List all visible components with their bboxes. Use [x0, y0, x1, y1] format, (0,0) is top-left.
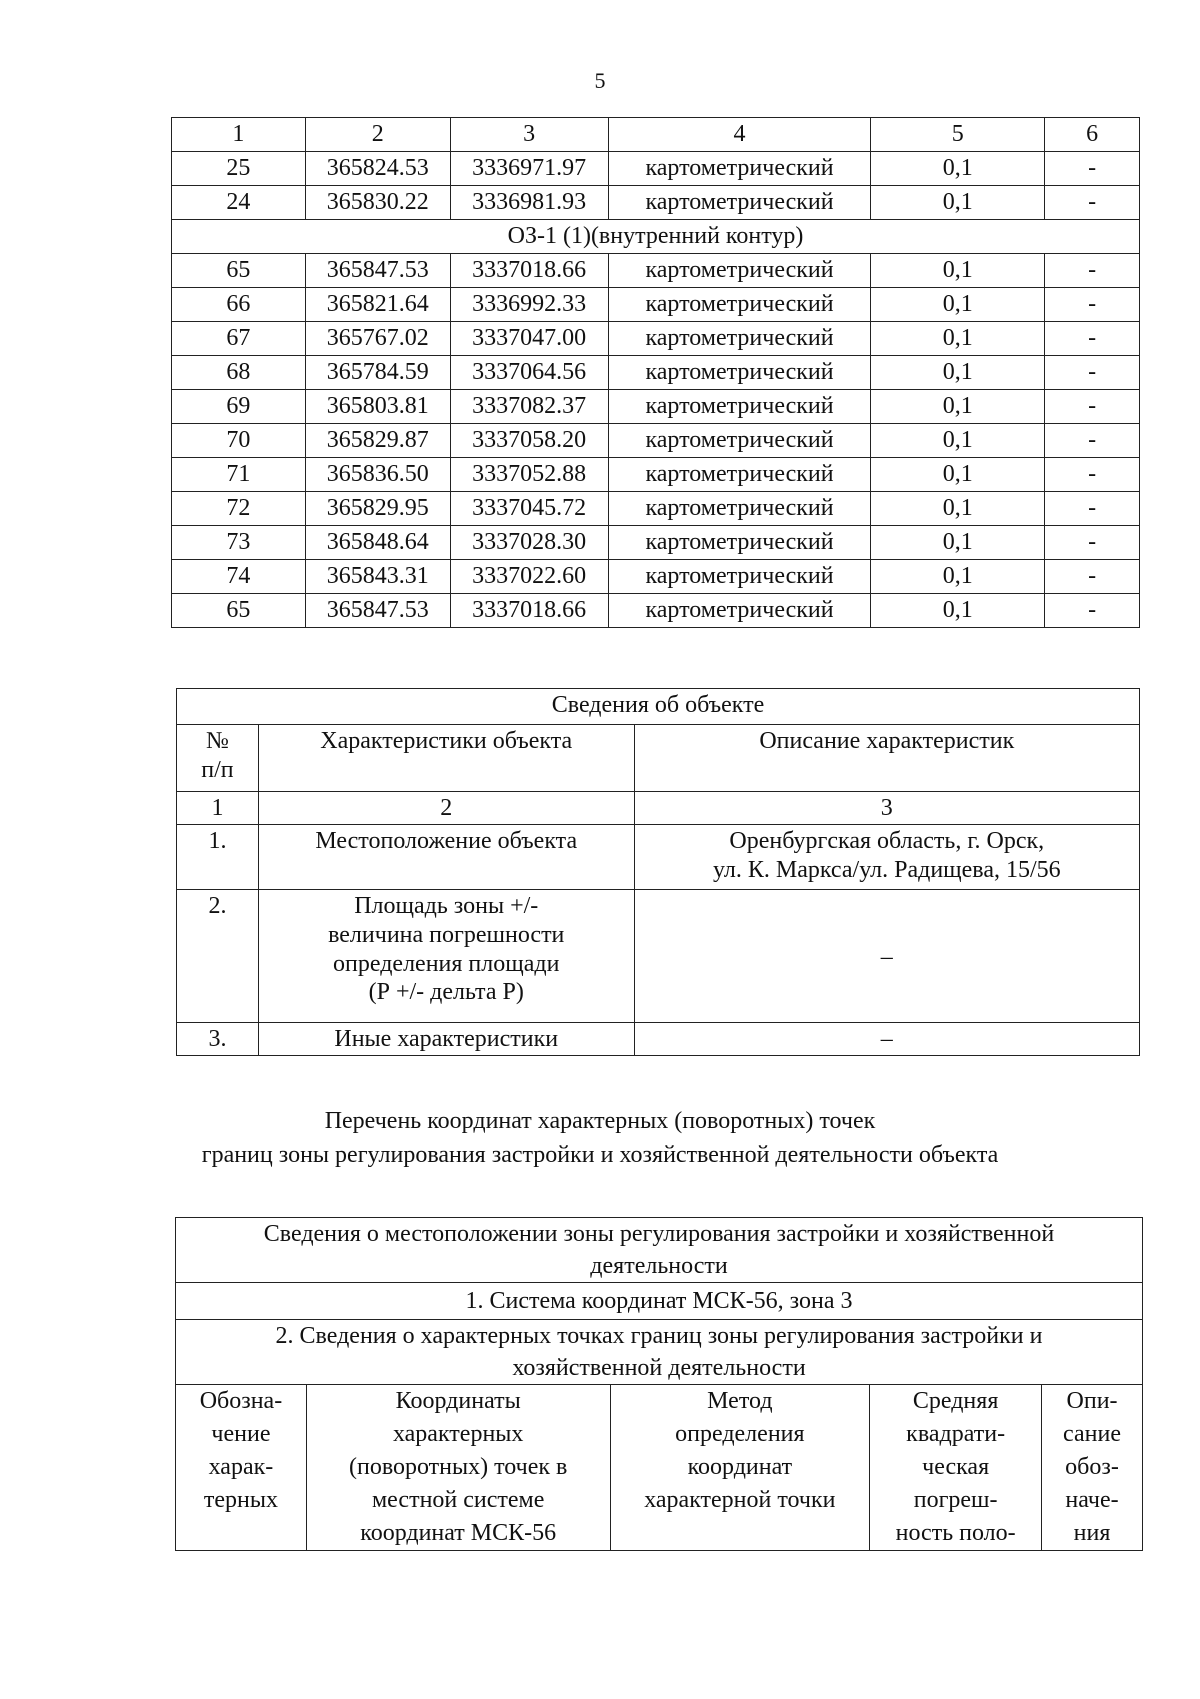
coord-x: 365830.22: [305, 186, 450, 220]
header-line: местной системе: [371, 1487, 545, 1513]
coordinate-system: 1. Система координат МСК-56, зона 3: [176, 1283, 1143, 1320]
table-row: [177, 1023, 1140, 1056]
header-cell: 1: [172, 118, 306, 152]
coord-y: 3337047.00: [450, 322, 608, 356]
header-line: характерной точки: [644, 1487, 836, 1513]
point-number: 72: [172, 492, 306, 526]
list-heading: [0, 1104, 1200, 1172]
description: -: [1045, 594, 1140, 628]
header-cell: 5: [871, 118, 1045, 152]
section-label: ОЗ-1 (1)(внутренний контур): [172, 220, 1140, 254]
accuracy: 0,1: [871, 390, 1045, 424]
description: -: [1045, 390, 1140, 424]
characteristic-value: –: [634, 1023, 1139, 1056]
header-line: Обозна-: [199, 1388, 283, 1414]
description: -: [1045, 288, 1140, 322]
method: картометрический: [608, 186, 871, 220]
table-row: [172, 322, 1140, 356]
header-line: ческая: [922, 1454, 990, 1480]
table-row: [172, 152, 1140, 186]
coord-x: 365803.81: [305, 390, 450, 424]
col-coordinates-header: [306, 1385, 610, 1551]
characteristic-name: Иные характеристики: [258, 1023, 634, 1056]
accuracy: 0,1: [871, 424, 1045, 458]
coord-y: 3337018.66: [450, 254, 608, 288]
coord-x: 365836.50: [305, 458, 450, 492]
coordinates-table-body: [172, 118, 1140, 628]
list-heading-line1: Перечень координат характерных (поворотных) точек: [324, 1108, 876, 1134]
method: картометрический: [608, 254, 871, 288]
location-line1: Оренбургская область, г. Орск,: [729, 828, 1045, 854]
col-method-header: [610, 1385, 870, 1551]
accuracy: 0,1: [871, 288, 1045, 322]
point-number: 66: [172, 288, 306, 322]
info-num-cell: 2: [258, 792, 634, 825]
header-cell: 2: [305, 118, 450, 152]
accuracy: 0,1: [871, 526, 1045, 560]
table-row: [172, 288, 1140, 322]
location-line2: ул. К. Маркса/ул. Радищева, 15/56: [712, 856, 1061, 883]
point-number: 25: [172, 152, 306, 186]
point-number: 67: [172, 322, 306, 356]
description: -: [1045, 254, 1140, 288]
description: -: [1045, 186, 1140, 220]
header-line: (поворотных) точек в: [348, 1454, 568, 1480]
table-row: [172, 424, 1140, 458]
zone-table: [175, 1217, 1143, 1551]
coord-y: 3337082.37: [450, 390, 608, 424]
header-line: харак-: [208, 1454, 274, 1480]
zone-column-header-row: [176, 1385, 1143, 1551]
coord-y: 3337052.88: [450, 458, 608, 492]
description: -: [1045, 356, 1140, 390]
coord-x: 365824.53: [305, 152, 450, 186]
coord-x: 365847.53: [305, 594, 450, 628]
coord-y: 3337022.60: [450, 560, 608, 594]
zone-title: [176, 1218, 1143, 1283]
col-number-header: [177, 725, 259, 792]
header-cell: 3: [450, 118, 608, 152]
accuracy: 0,1: [871, 594, 1045, 628]
description: -: [1045, 424, 1140, 458]
info-num-cell: 3: [634, 792, 1139, 825]
coord-x: 365829.87: [305, 424, 450, 458]
coord-x: 365829.95: [305, 492, 450, 526]
coord-y: 3336981.93: [450, 186, 608, 220]
coord-y: 3337058.20: [450, 424, 608, 458]
col-number-line2: п/п: [201, 756, 234, 783]
table-row: [172, 594, 1140, 628]
header-line: ния: [1073, 1520, 1111, 1546]
col-designation-header: [176, 1385, 307, 1551]
table-row: [172, 492, 1140, 526]
description: -: [1045, 152, 1140, 186]
description: -: [1045, 458, 1140, 492]
coord-x: 365843.31: [305, 560, 450, 594]
point-number: 65: [172, 594, 306, 628]
info-title: Сведения об объекте: [177, 689, 1140, 725]
method: картометрический: [608, 458, 871, 492]
coord-y: 3337045.72: [450, 492, 608, 526]
header-line: наче-: [1065, 1487, 1119, 1513]
area-line: (Р +/- дельта Р): [368, 979, 524, 1006]
method: картометрический: [608, 152, 871, 186]
zone-title-line1: Сведения о местоположении зоны регулирования застройки и хозяйственной: [263, 1221, 1055, 1247]
col-description-header: [1042, 1385, 1143, 1551]
point-number: 70: [172, 424, 306, 458]
header-line: обоз-: [1065, 1454, 1119, 1480]
points-info-line1: 2. Сведения о характерных точках границ зоны регулирования застройки и: [275, 1323, 1043, 1349]
description: -: [1045, 560, 1140, 594]
header-cell: 4: [608, 118, 871, 152]
info-header-row: [177, 725, 1140, 792]
coord-y: 3337064.56: [450, 356, 608, 390]
accuracy: 0,1: [871, 152, 1045, 186]
characteristic-name: Местоположение объекта: [258, 825, 634, 890]
row-number: 2.: [177, 890, 259, 1023]
header-line: терных: [203, 1487, 278, 1513]
point-number: 74: [172, 560, 306, 594]
accuracy: 0,1: [871, 356, 1045, 390]
points-info: [176, 1320, 1143, 1385]
coord-x: 365848.64: [305, 526, 450, 560]
header-line: координат МСК-56: [360, 1520, 557, 1546]
description: -: [1045, 526, 1140, 560]
table-row: [172, 186, 1140, 220]
area-line: Площадь зоны +/-: [354, 893, 539, 919]
table-row: [177, 890, 1140, 1023]
coord-y: 3337028.30: [450, 526, 608, 560]
list-heading-line2: границ зоны регулирования застройки и хозяйственной деятельности объекта: [201, 1142, 999, 1168]
accuracy: 0,1: [871, 458, 1045, 492]
header-line: чение: [211, 1421, 271, 1447]
table-row: [172, 356, 1140, 390]
col-characteristics-header: Характеристики объекта: [258, 725, 634, 792]
col-number-line1: №: [206, 728, 229, 754]
coord-y: 3336971.97: [450, 152, 608, 186]
zone-system-row: [176, 1283, 1143, 1320]
characteristic-name: [258, 890, 634, 1023]
method: картометрический: [608, 390, 871, 424]
zone-points-row: [176, 1320, 1143, 1385]
section-row: [172, 220, 1140, 254]
description: -: [1045, 492, 1140, 526]
point-number: 69: [172, 390, 306, 424]
header-line: Координаты: [395, 1388, 521, 1414]
coord-x: 365847.53: [305, 254, 450, 288]
info-title-row: [177, 689, 1140, 725]
coord-y: 3336992.33: [450, 288, 608, 322]
table-row: [172, 560, 1140, 594]
method: картометрический: [608, 322, 871, 356]
table-row: [172, 526, 1140, 560]
characteristic-value: –: [634, 890, 1139, 1023]
table-row: [172, 254, 1140, 288]
header-line: координат: [687, 1454, 793, 1480]
header-cell: 6: [1045, 118, 1140, 152]
description: -: [1045, 322, 1140, 356]
page-number: 5: [594, 68, 606, 93]
header-line: определения: [675, 1421, 805, 1447]
header-line: ность поло-: [895, 1520, 1016, 1546]
method: картометрический: [608, 594, 871, 628]
table-row: [172, 390, 1140, 424]
accuracy: 0,1: [871, 492, 1045, 526]
area-line: определения площади: [333, 950, 560, 977]
header-line: Средняя: [912, 1388, 999, 1414]
point-number: 24: [172, 186, 306, 220]
table-row: [177, 825, 1140, 890]
header-line: сание: [1063, 1421, 1121, 1447]
coord-y: 3337018.66: [450, 594, 608, 628]
table-row: [172, 458, 1140, 492]
info-number-row: [177, 792, 1140, 825]
method: картометрический: [608, 424, 871, 458]
method: картометрический: [608, 356, 871, 390]
coord-x: 365821.64: [305, 288, 450, 322]
point-number: 65: [172, 254, 306, 288]
method: картометрический: [608, 526, 871, 560]
accuracy: 0,1: [871, 254, 1045, 288]
row-number: 3.: [177, 1023, 259, 1056]
accuracy: 0,1: [871, 322, 1045, 356]
header-line: характерных: [392, 1421, 524, 1447]
col-description-header: Описание характеристик: [634, 725, 1139, 792]
zone-title-line2: деятельности: [590, 1253, 728, 1279]
row-number: 1.: [177, 825, 259, 890]
area-line: величина погрешности: [328, 921, 565, 948]
points-info-line2: хозяйственной деятельности: [512, 1355, 806, 1381]
point-number: 73: [172, 526, 306, 560]
zone-title-row: [176, 1218, 1143, 1283]
accuracy: 0,1: [871, 560, 1045, 594]
header-line: Опи-: [1066, 1388, 1118, 1414]
method: картометрический: [608, 492, 871, 526]
col-accuracy-header: [870, 1385, 1042, 1551]
coordinates-table: [171, 117, 1140, 628]
header-line: квадрати-: [906, 1421, 1006, 1447]
method: картометрический: [608, 288, 871, 322]
header-line: Метод: [707, 1388, 773, 1414]
characteristic-value: [634, 825, 1139, 890]
coord-x: 365784.59: [305, 356, 450, 390]
point-number: 68: [172, 356, 306, 390]
object-info-table: [176, 688, 1140, 1056]
info-num-cell: 1: [177, 792, 259, 825]
method: картометрический: [608, 560, 871, 594]
point-number: 71: [172, 458, 306, 492]
coord-x: 365767.02: [305, 322, 450, 356]
table-header-row: [172, 118, 1140, 152]
header-line: погреш-: [913, 1487, 998, 1513]
accuracy: 0,1: [871, 186, 1045, 220]
